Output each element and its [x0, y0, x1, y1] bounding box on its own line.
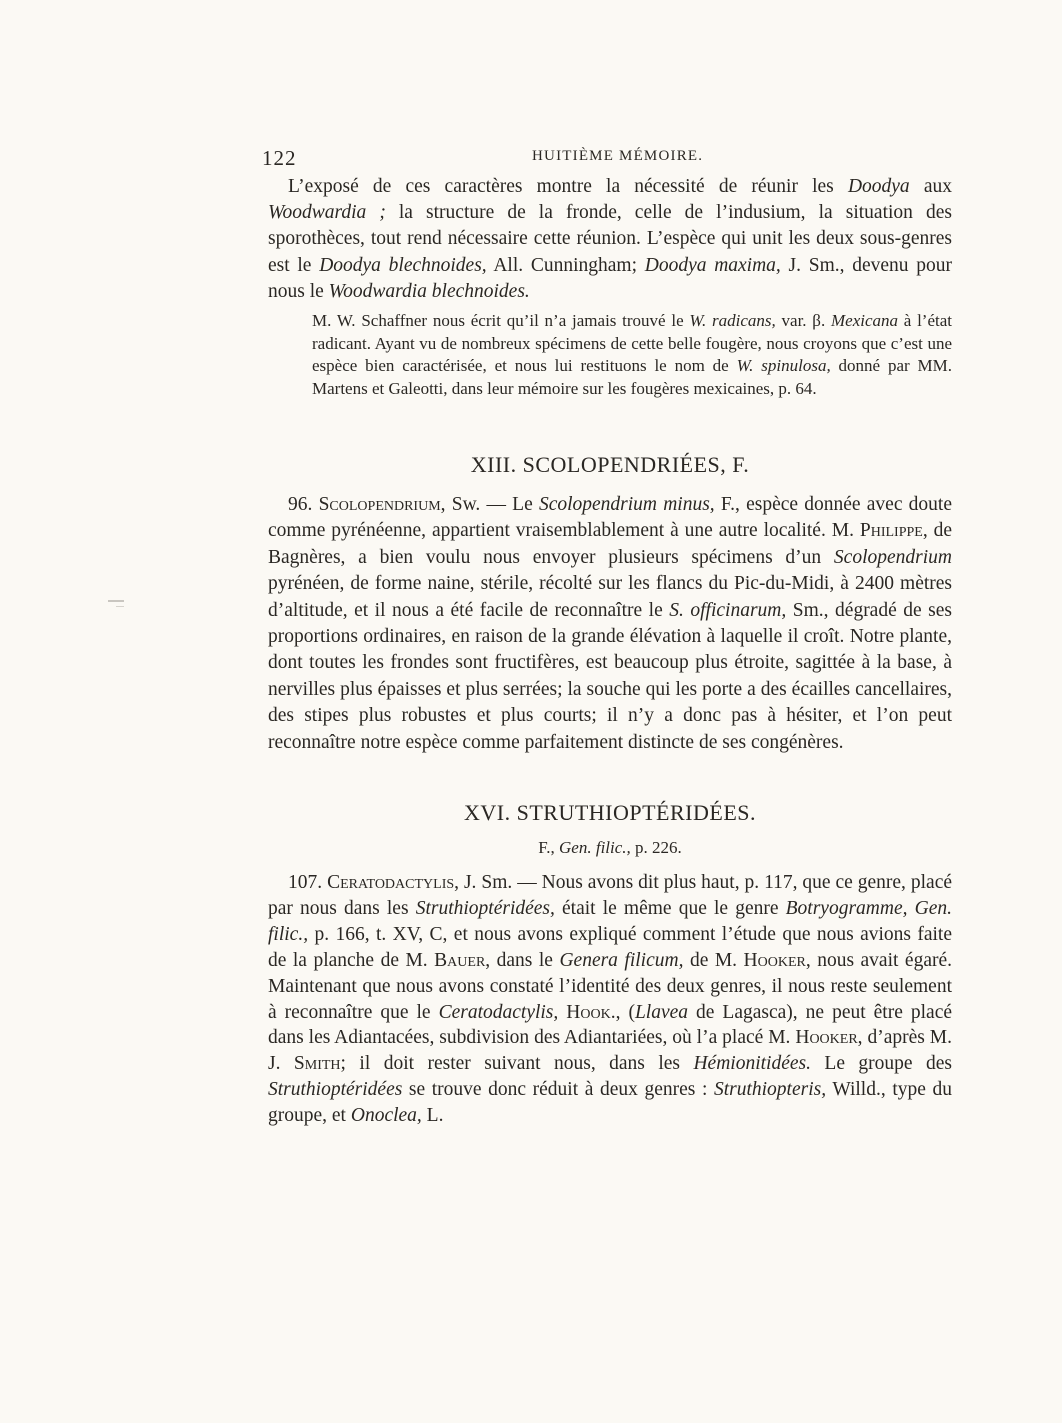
- text-run: , J. Sm. — Nous avons dit plus haut, p. 117, que ce genre, placé par nous dans les: [268, 872, 953, 919]
- text-run: donné par MM. Martens et Galeotti, dans leur mémoire sur les fougères mexicaines, p. 64.: [312, 356, 953, 399]
- page-header: [262, 146, 954, 170]
- italic-run: Woodwardia ;: [268, 202, 386, 224]
- text-run: J. Sm., devenu pour nous le: [268, 254, 952, 302]
- text-run: p. 226.: [630, 838, 682, 857]
- text-run: var. β.: [775, 311, 831, 330]
- italic-run: Onoclea,: [350, 1105, 422, 1127]
- text-run: pyrénéen, de forme naine, stérile, récolté sur les flancs du Pic-du-Midi, à 2400 mètres d’altitude, et il nous a été facile de reconnaître le: [268, 573, 952, 621]
- text-run: 107.: [288, 872, 328, 893]
- running-head: HUITIÈME MÉMOIRE.: [532, 148, 704, 164]
- text-run: de Lagasca), ne peut être placé dans les Adiantacées, subdivision des Adiantariées, où l’a placé M.: [268, 1001, 952, 1049]
- italic-run: Doodya blechnoides,: [319, 254, 487, 276]
- smallcaps-run: Philippe: [859, 520, 923, 542]
- italic-run: W. radicans,: [689, 311, 776, 330]
- italic-run: Genera filicum,: [559, 949, 684, 971]
- italic-run: Llavea: [634, 1001, 689, 1023]
- text-run: Sm., dégradé de ses proportions ordinaires, en raison de la grande élévation à laquelle il croît. Notre plante, dont toutes les frondes sont fructifères, est beaucoup plus étroite, sagittée à la base, à nervilles plus épaisses et plus serrées; la souche qui les porte a des écailles cancellaires, des stipes plus robustes et plus courts; il n’y a donc pas à hésiter, et l’on peut reconnaître notre espèce comme parfaitement distincte de ses congénères.: [268, 599, 952, 753]
- italic-run: W. spinulosa,: [736, 356, 831, 376]
- paragraph-scolopendrium: [268, 492, 952, 756]
- text-run: était le même que le genre: [554, 897, 786, 919]
- smallcaps-run: Scolopendrium: [318, 494, 441, 515]
- italic-run: Doodya maxima,: [644, 254, 781, 276]
- paragraph-woodwardia: [268, 174, 952, 305]
- italic-run: Gen. filic.,: [559, 838, 631, 857]
- text-run: se trouve donc réduit à deux genres :: [402, 1079, 714, 1101]
- italic-run: Scolopendrium: [833, 546, 952, 568]
- section-heading-scolopendriees: XIII. SCOLOPENDRIÉES, F.: [470, 452, 750, 477]
- text-run: p. 166, t. XV, C, et nous avons expliqué comment l’étude que nous avions faite de la planche de M.: [268, 923, 952, 971]
- italic-run: S. officinarum,: [669, 599, 787, 621]
- text-run: L’exposé de ces caractères montre la nécessité de réunir les: [288, 176, 848, 197]
- text-run: à l’état radicant. Ayant vu de nombreux spécimens de cette belle fougère, nous croyons que c’est une espèce bien caractérisée, et nous lui restituons le nom de: [312, 311, 953, 376]
- smallcaps-run: Bauer: [434, 949, 486, 971]
- text-run: F.,: [538, 838, 560, 857]
- italic-run: Botryogramme, Gen. filic.,: [268, 897, 952, 945]
- smallcaps-run: Hooker: [743, 949, 806, 971]
- italic-run: Scolopendrium minus,: [538, 494, 715, 515]
- text-run: M. W. Schaffner nous écrit qu’il n’a jamais trouvé le: [312, 311, 690, 330]
- text-run: 96.: [288, 494, 319, 515]
- smallcaps-run: Hooker: [795, 1027, 858, 1049]
- section-subheading: [268, 838, 952, 858]
- text-run: de M.: [683, 949, 744, 971]
- italic-run: Struthioptéridées,: [415, 897, 555, 919]
- italic-run: Struthiopteris,: [713, 1079, 827, 1101]
- smallcaps-run: Smith: [293, 1053, 341, 1075]
- italic-run: Woodwardia blechnoides.: [328, 280, 530, 302]
- paragraph-schaffner-note: [312, 310, 952, 401]
- italic-run: Ceratodactylis,: [438, 1001, 559, 1023]
- italic-run: Struthioptéridées: [268, 1079, 403, 1101]
- smallcaps-run: Ceratodactylis: [327, 872, 455, 893]
- text-run: , dans le: [485, 949, 560, 971]
- text-run: , de Bagnères, a bien voulu nous envoyer plusieurs spécimens d’un: [268, 520, 953, 568]
- text-run: , (: [615, 1001, 635, 1023]
- text-run: F., espèce donnée avec doute comme pyrénéenne, appartient vraisemblablement à une autre localité. M.: [268, 494, 953, 542]
- margin-mark: [108, 600, 124, 602]
- section-heading-struthiopteridees: XVI. STRUTHIOPTÉRIDÉES.: [464, 800, 756, 825]
- text-run: All. Cunningham;: [486, 254, 645, 276]
- paragraph-ceratodactylis: [268, 870, 952, 1129]
- text-run: , Sw. — Le: [440, 494, 539, 515]
- text-run: ; il doit rester suivant nous, dans les: [340, 1053, 694, 1075]
- page-number: 122: [262, 146, 297, 170]
- text-run: , d’après M. J.: [268, 1027, 952, 1075]
- text-run: aux: [909, 176, 953, 197]
- text-run: , nous avait égaré. Maintenant que nous avons constaté l’identité des deux genres, il nous reste seulement à reconnaître que le: [268, 949, 952, 1023]
- italic-run: Doodya: [847, 176, 910, 197]
- margin-mark-small: [116, 606, 124, 607]
- italic-run: Mexicana: [830, 311, 899, 330]
- text-run: la structure de la fronde, celle de l’indusium, la situation des sporothèces, tout rend nécessaire cette réunion. L’espèce qui unit les deux sous-genres est le: [268, 202, 952, 276]
- text-run: Willd., type du groupe, et: [268, 1079, 952, 1127]
- smallcaps-run: Hook.: [566, 1001, 616, 1023]
- text-run: Le groupe des: [810, 1053, 953, 1075]
- italic-run: Hémionitidées.: [693, 1053, 811, 1075]
- text-run: L.: [421, 1105, 444, 1127]
